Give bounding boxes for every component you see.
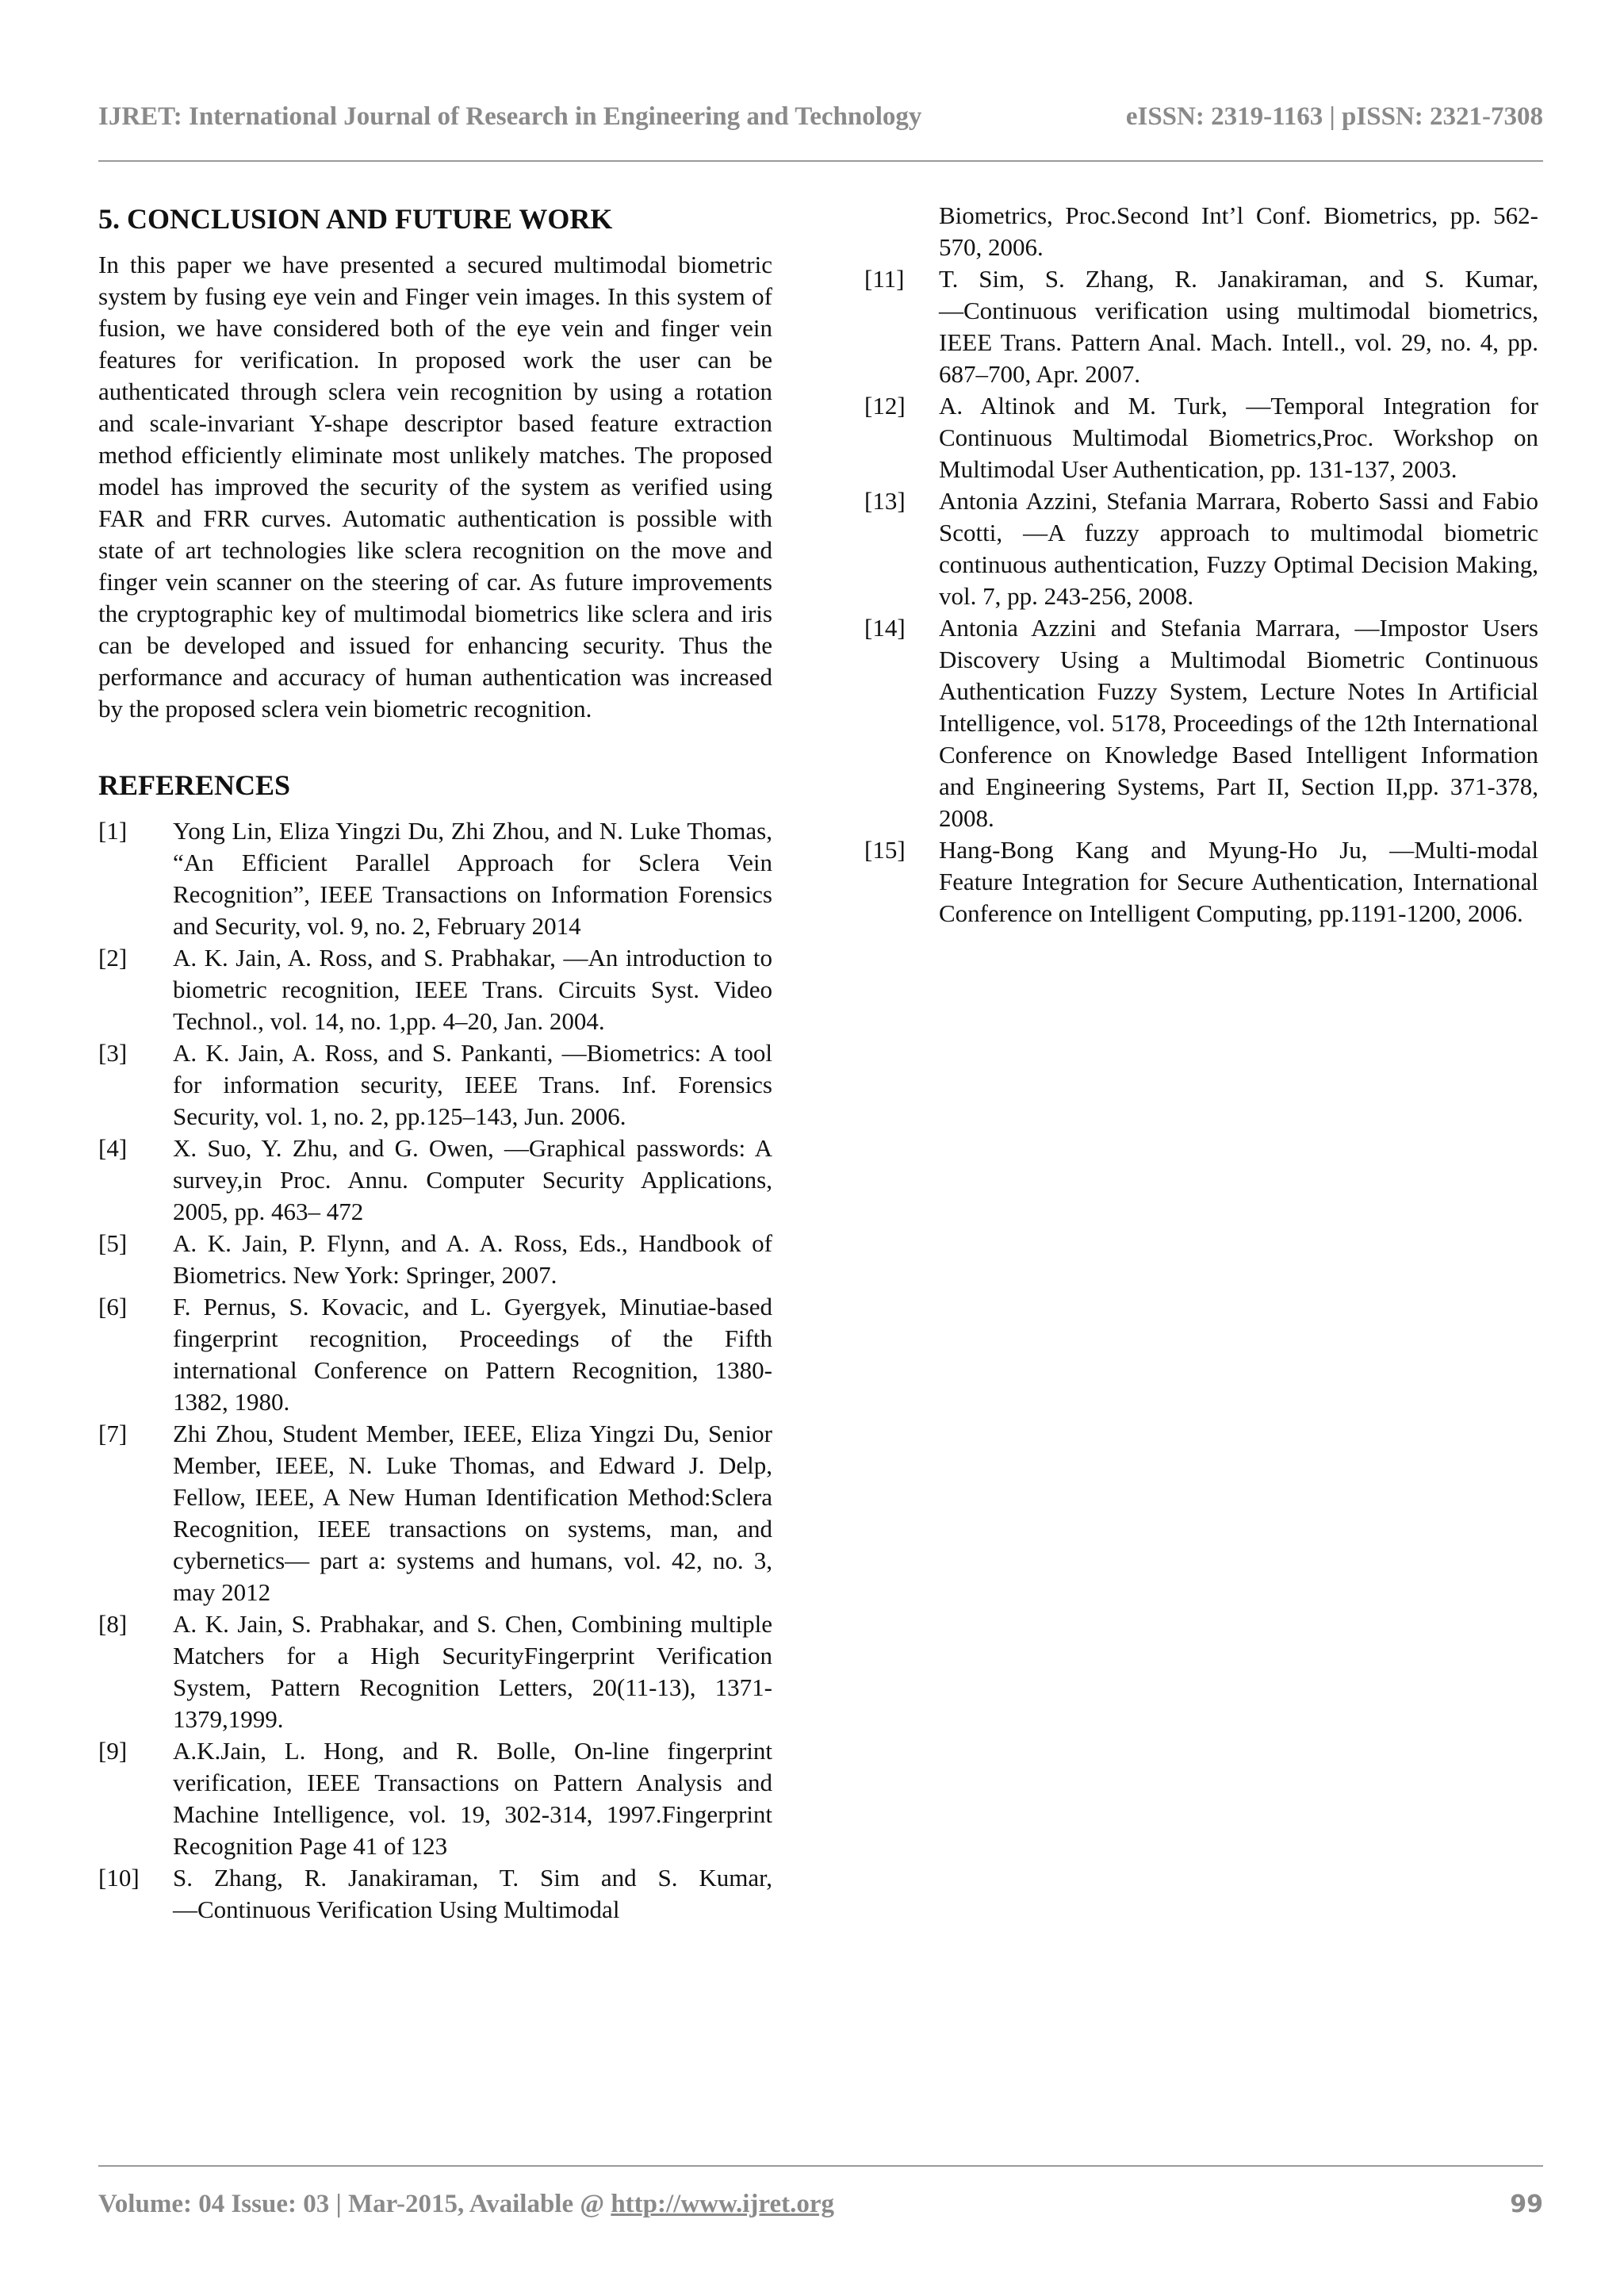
reference-number: [6]	[98, 1293, 128, 1320]
reference-item	[98, 1608, 772, 1735]
references-heading: REFERENCES	[98, 769, 291, 801]
reference-number: [11]	[864, 265, 905, 293]
reference-number: [4]	[98, 1134, 128, 1162]
reference-item	[864, 612, 1538, 834]
reference-number: [5]	[98, 1229, 128, 1257]
reference-item	[98, 1735, 772, 1862]
conclusion-paragraph: In this paper we have presented a secured multimodal biometric system by fusing eye vein and Finger vein images. In this system of fusion, we have considered both of the eye vein and finger vein features for verification. In proposed work the user can be authenticated through sclera vein recognition by using a rotation and scale-invariant Y-shape descriptor based feature extraction method efficiently eliminate most unlikely matches. The proposed model has improved the security of the system as verified using FAR and FRR curves. Automatic authentication is possible with state of art technologies like sclera recognition on the move and finger vein scanner on the steering of car. As future improvements the cryptographic key of multimodal biometrics like sclera and iris can be developed and issued for enhancing security. Thus the performance and accuracy of human authentication was increased by the proposed sclera vein biometric recognition.	[98, 251, 772, 723]
reference-item	[864, 834, 1538, 930]
reference-text: A. K. Jain, S. Prabhakar, and S. Chen, Combining multiple Matchers for a High SecurityFingerprint Verification System, Pattern Recognition Letters, 20(11-13), 1371-1379,1999.	[173, 1610, 772, 1733]
page-header	[98, 98, 1543, 135]
reference-item	[98, 1037, 772, 1133]
reference-number: [1]	[98, 817, 128, 845]
reference-item	[98, 815, 772, 942]
reference-item	[864, 390, 1538, 485]
reference-text: S. Zhang, R. Janakiraman, T. Sim and S. Kumar, ―Continuous Verification Using Multimodal	[173, 1864, 772, 1923]
reference-number: [2]	[98, 944, 128, 972]
reference-number: [10]	[98, 1864, 140, 1892]
reference-list-right	[864, 263, 1538, 930]
reference-text: Antonia Azzini and Stefania Marrara, ―Impostor Users Discovery Using a Multimodal Biometric Continuous Authentication Fuzzy System, Lecture Notes In Artificial Intelligence, vol. 5178, Proceedings of the 12th International Conference on Knowledge Based Intelligent Information and Engineering Systems, Part II, Section II,pp. 371-378, 2008.	[939, 614, 1538, 832]
reference-item	[98, 1133, 772, 1228]
journal-title: IJRET: International Journal of Research in Engineering and Technology	[98, 102, 922, 131]
reference-number: [14]	[864, 614, 906, 642]
reference-item	[864, 485, 1538, 612]
reference-text: A.K.Jain, L. Hong, and R. Bolle, On-line fingerprint verification, IEEE Transactions on Pattern Analysis and Machine Intelligence, vol. 19, 302-314, 1997.Fingerprint Recognition Page 41 of 123	[173, 1737, 772, 1860]
reference-number: [8]	[98, 1610, 128, 1638]
reference-text: T. Sim, S. Zhang, R. Janakiraman, and S. Kumar, ―Continuous verification using multimodal biometrics, IEEE Trans. Pattern Anal. Mach. Intell., vol. 29, no. 4, pp. 687–700, Apr. 2007.	[939, 265, 1538, 388]
issn-text: eISSN: 2319-1163 | pISSN: 2321-7308	[1125, 102, 1543, 131]
reference-number: [9]	[98, 1737, 128, 1765]
page-number: 99	[1510, 2190, 1543, 2218]
reference-list-left	[98, 815, 772, 1926]
reference-number: [3]	[98, 1039, 128, 1067]
reference-continuation: Biometrics, Proc.Second Int’l Conf. Biometrics, pp. 562-570, 2006.	[939, 201, 1538, 261]
reference-number: [12]	[864, 392, 906, 420]
journal-link[interactable]: http://www.ijret.org	[611, 2189, 834, 2218]
reference-text: Yong Lin, Eliza Yingzi Du, Zhi Zhou, and N. Luke Thomas, “An Efficient Parallel Approach for Sclera Vein Recognition”, IEEE Transactions on Information Forensics and Security, vol. 9, no. 2, February 2014	[173, 817, 772, 940]
reference-number: [7]	[98, 1420, 128, 1447]
conclusion-heading: 5. CONCLUSION AND FUTURE WORK	[98, 203, 613, 235]
reference-text: A. K. Jain, P. Flynn, and A. A. Ross, Eds., Handbook of Biometrics. New York: Springer, 2007.	[173, 1229, 772, 1289]
left-column	[98, 200, 772, 1926]
volume-text: Volume: 04 Issue: 03 | Mar-2015, Available @	[98, 2189, 611, 2218]
reference-text: A. Altinok and M. Turk, ―Temporal Integration for Continuous Multimodal Biometrics,Proc. Workshop on Multimodal User Authentication, pp. 131-137, 2003.	[939, 392, 1538, 483]
footer-info	[98, 2190, 834, 2219]
right-column	[864, 200, 1538, 930]
reference-item	[98, 1291, 772, 1418]
reference-number: [13]	[864, 487, 906, 515]
reference-text: X. Suo, Y. Zhu, and G. Owen, ―Graphical passwords: A survey,in Proc. Annu. Computer Security Applications, 2005, pp. 463– 472	[173, 1134, 772, 1225]
reference-item	[864, 263, 1538, 390]
reference-number: [15]	[864, 836, 906, 864]
reference-text: Antonia Azzini, Stefania Marrara, Roberto Sassi and Fabio Scotti, ―A fuzzy approach to multimodal biometric continuous authentication, Fuzzy Optimal Decision Making, vol. 7, pp. 243-256, 2008.	[939, 487, 1538, 610]
reference-item	[98, 942, 772, 1037]
reference-item	[98, 1228, 772, 1291]
reference-text: Zhi Zhou, Student Member, IEEE, Eliza Yingzi Du, Senior Member, IEEE, N. Luke Thomas, and Edward J. Delp, Fellow, IEEE, A New Human Identification Method:Sclera Recognition, IEEE transactions on systems, man, and cybernetics— part a: systems and humans, vol. 42, no. 3, may 2012	[173, 1420, 772, 1606]
page-footer	[98, 2186, 1543, 2222]
reference-item	[98, 1418, 772, 1608]
reference-item	[98, 1862, 772, 1926]
header-divider	[98, 160, 1543, 162]
reference-text: A. K. Jain, A. Ross, and S. Prabhakar, ―An introduction to biometric recognition, IEEE Trans. Circuits Syst. Video Technol., vol. 14, no. 1,pp. 4–20, Jan. 2004.	[173, 944, 772, 1035]
reference-text: A. K. Jain, A. Ross, and S. Pankanti, ―Biometrics: A tool for information security, IEEE Trans. Inf. Forensics Security, vol. 1, no. 2, pp.125–143, Jun. 2006.	[173, 1039, 772, 1130]
reference-text: F. Pernus, S. Kovacic, and L. Gyergyek, Minutiae-based fingerprint recognition, Proceedings of the Fifth international Conference on Pattern Recognition, 1380-1382, 1980.	[173, 1293, 772, 1416]
footer-divider	[98, 2165, 1543, 2167]
reference-text: Hang-Bong Kang and Myung-Ho Ju, ―Multi-modal Feature Integration for Secure Authentication, International Conference on Intelligent Computing, pp.1191-1200, 2006.	[939, 836, 1538, 927]
